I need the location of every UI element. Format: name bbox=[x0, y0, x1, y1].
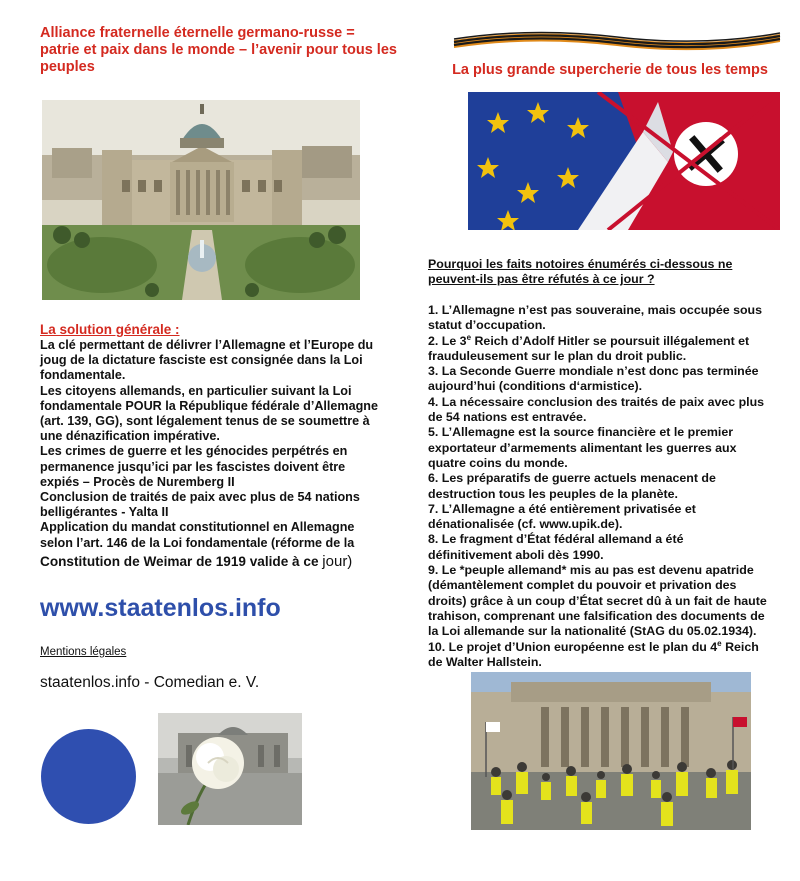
flags-photo bbox=[468, 92, 780, 230]
fact-line: dénationalisée (cf. www.upik.de). bbox=[428, 517, 623, 532]
facts-list bbox=[428, 303, 788, 670]
mentions-legales-link[interactable]: Mentions légales bbox=[40, 646, 127, 658]
fact-line: 5. L’Allemagne est la source financière et le premier bbox=[428, 425, 734, 440]
fact-line: définitivement aboli dès 1990. bbox=[428, 547, 604, 562]
reichstag-photo bbox=[42, 100, 360, 300]
fact-line: 8. Le fragment d’État fédéral allemand a été bbox=[428, 532, 684, 547]
white-rose-photo bbox=[158, 713, 302, 825]
fact-line: 1. L’Allemagne n’est pas souveraine, mais occupée sous bbox=[428, 303, 762, 317]
fact-line: (démantèlement complet du pouvoir et privation des bbox=[428, 578, 737, 593]
right-headline: La plus grande supercherie de tous les temps bbox=[452, 62, 768, 78]
fact-line: exportateur d’armements alimentant les guerres aux bbox=[428, 440, 737, 455]
left-headline: Alliance fraternelle éternelle germano-russe = patrie et paix dans le monde – l’avenir pour tous les peuples bbox=[40, 25, 397, 75]
fact-line: de Walter Hallstein. bbox=[428, 654, 542, 669]
organisation-name: staatenlos.info - Comedian e. V. bbox=[40, 674, 260, 691]
fact-line: droits) grâce à un coup d’État secret dû à un fait de haute bbox=[428, 593, 767, 608]
solution-body: La clé permettant de délivrer l’Allemagne et l’Europe du joug de la dictature fasciste est consignée dans la Loi fondamentale. Les citoyens allemands, en particulier suivant la Loi fondamentale POUR la République fédérale d’Allemagne (art. 139, GG), sont légalement tenus de se soumettre à une dénazification impérative. Les crimes de guerre et les génocides perpétrés en permanence jusqu’ici par les fascistes doivent être expiés – Procès de Nuremberg II Conclusion de traités de paix avec plus de 54 nations belligérantes - Yalta II Application du mandat constitutionnel en Allemagne selon l’art. 146 de la Loi fondamentale (réforme de la Constitution de Weimar de 1919 valide à ce jour) bbox=[40, 338, 379, 570]
fact-line: quatre coins du monde. bbox=[428, 455, 568, 470]
fact-line: 3. La Seconde Guerre mondiale n’est donc pas terminée bbox=[428, 364, 759, 379]
fact-line: statut d’occupation. bbox=[428, 318, 546, 333]
solution-heading: La solution générale : bbox=[40, 322, 180, 337]
fact-line: destruction tous les peuples de la planète. bbox=[428, 486, 678, 501]
ribbon-banner bbox=[452, 28, 782, 54]
solution-last-line: Constitution de Weimar de 1919 valide à ce bbox=[40, 553, 319, 569]
solution-last-word: jour) bbox=[322, 552, 353, 570]
fact-line: frauduleusement sur le plan du droit public. bbox=[428, 348, 687, 363]
blue-circle bbox=[41, 729, 136, 824]
fact-line: aujourd’hui (conditions d‘armistice). bbox=[428, 379, 643, 394]
fact-line: 9. Le *peuple allemand* mis au pas est devenu apatride bbox=[428, 563, 754, 578]
fact-line: 7. L’Allemagne a été entièrement privatisée et bbox=[428, 501, 696, 516]
fact-line: 10. Le projet d’Union européenne est le plan du 4e Reich bbox=[428, 638, 759, 654]
question-heading: Pourquoi les faits notoires énumérés ci-dessous ne peuvent-ils pas être réfutés à ce jour ? bbox=[428, 257, 733, 287]
demonstration-photo bbox=[471, 672, 751, 830]
fact-line: de 54 nations est entravée. bbox=[428, 410, 587, 425]
fact-line: 4. La nécessaire conclusion des traités de paix avec plus bbox=[428, 394, 765, 409]
fact-line: trahison, comprenant une falsification des documents de bbox=[428, 608, 765, 623]
fact-line: 2. Le 3e Reich d’Adolf Hitler se poursuit illégalement et bbox=[428, 332, 750, 348]
fact-line: la Loi allemande sur la nationalité (StAG du 05.02.1934). bbox=[428, 624, 757, 639]
website-link[interactable]: www.staatenlos.info bbox=[40, 594, 281, 622]
fact-line: 6. Les préparatifs de guerre actuels menacent de bbox=[428, 471, 716, 486]
